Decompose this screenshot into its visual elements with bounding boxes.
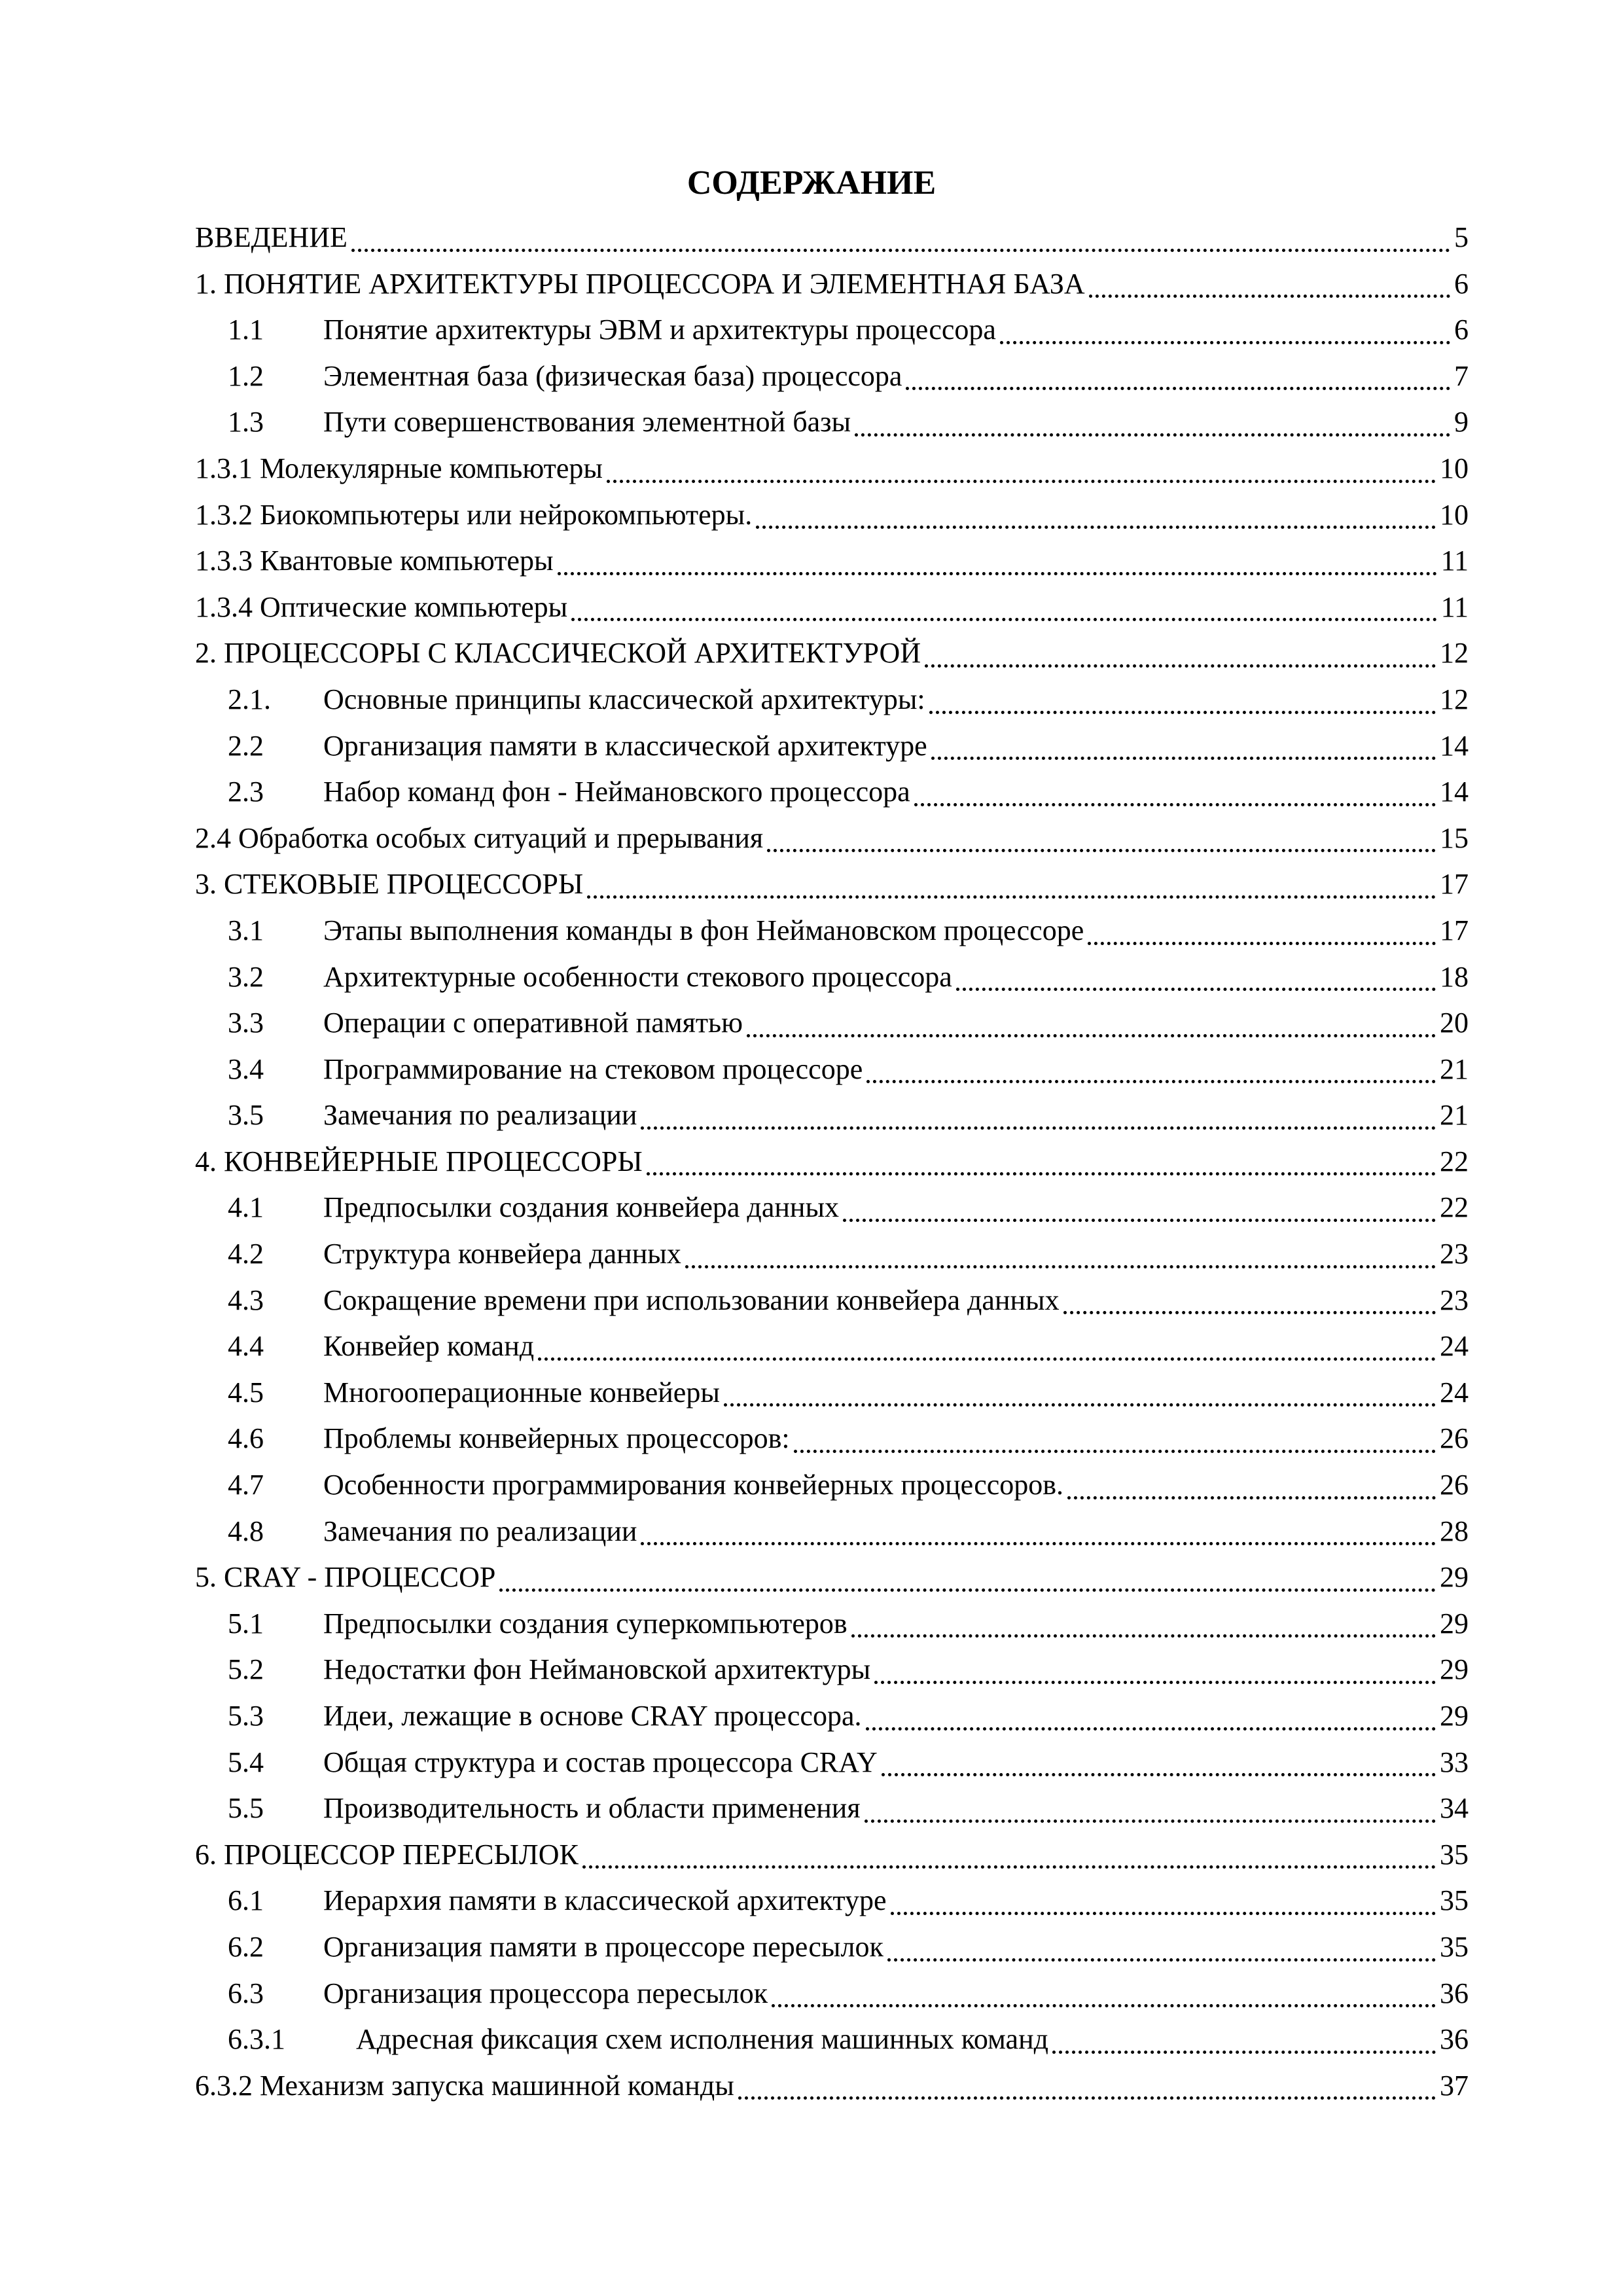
toc-page-number: 15 xyxy=(1440,821,1469,854)
dot-leader xyxy=(641,1499,1436,1546)
dot-leader xyxy=(1052,2007,1436,2054)
toc-entry-title: 4. КОНВЕЙЕРНЫЕ ПРОЦЕССОРЫ xyxy=(195,1145,643,1177)
toc-page-number: 9 xyxy=(1454,406,1469,439)
toc-entry-title: Предпосылки создания конвейера данных xyxy=(323,1191,840,1224)
dot-leader xyxy=(865,1776,1436,1823)
toc-entry-title: Программирование на стековом процессоре xyxy=(323,1052,863,1085)
table-of-contents xyxy=(195,215,1469,2109)
toc-entry-title: Понятие архитектуры ЭВМ и архитектуры процессора xyxy=(323,314,996,346)
toc-entry-title: Проблемы конвейерных процессоров: xyxy=(323,1422,790,1455)
dot-leader xyxy=(906,344,1450,391)
dot-leader xyxy=(887,1915,1436,1962)
toc-entry-title: Основные принципы классической архитектуры: xyxy=(323,683,925,715)
dot-leader xyxy=(499,1545,1436,1592)
toc-page-number: 7 xyxy=(1454,359,1469,392)
toc-entry-title: 1.3.1 Молекулярные компьютеры xyxy=(195,452,603,484)
toc-page-number: 35 xyxy=(1440,1838,1469,1871)
toc-entry-title: Особенности программирования конвейерных процессоров. xyxy=(323,1469,1064,1501)
toc-entry-number: 2.2 xyxy=(228,729,264,762)
dot-leader xyxy=(914,760,1436,806)
toc-entry-title: 3. СТЕКОВЫЕ ПРОЦЕССОРЫ xyxy=(195,868,584,901)
toc-entry-number: 4.2 xyxy=(228,1238,264,1270)
toc-page-number: 29 xyxy=(1440,1561,1469,1594)
toc-page-number: 11 xyxy=(1440,590,1469,623)
toc-entry-title: Организация памяти в классической архитектуре xyxy=(323,729,927,762)
toc-page-number: 36 xyxy=(1440,1977,1469,2009)
dot-leader xyxy=(756,483,1436,529)
toc-entry-title: 1.3.2 Биокомпьютеры или нейрокомпьютеры. xyxy=(195,498,753,531)
toc-entry-number: 4.5 xyxy=(228,1376,264,1408)
toc-entry-title: Многооперационные конвейеры xyxy=(323,1376,720,1408)
dot-leader xyxy=(582,1823,1436,1869)
dot-leader xyxy=(882,1731,1436,1777)
toc-entry-title: Замечания по реализации xyxy=(323,1515,637,1547)
toc-entry-title: 6. ПРОЦЕССОР ПЕРЕСЫЛОК xyxy=(195,1838,579,1871)
toc-page-number: 35 xyxy=(1440,1930,1469,1963)
dot-leader xyxy=(587,852,1436,899)
dot-leader xyxy=(1000,298,1450,344)
dot-leader xyxy=(956,945,1436,992)
toc-page-number: 21 xyxy=(1440,1099,1469,1132)
toc-page-number: 14 xyxy=(1440,776,1469,808)
toc-page-number: 23 xyxy=(1440,1238,1469,1270)
toc-entry[interactable] xyxy=(195,2063,1469,2109)
toc-page-number: 6 xyxy=(1454,267,1469,300)
toc-page-number: 24 xyxy=(1440,1330,1469,1363)
toc-entry-title: Организация памяти в процессоре пересылок xyxy=(323,1930,883,1963)
toc-page-number: 17 xyxy=(1440,914,1469,946)
toc-page-number: 22 xyxy=(1440,1191,1469,1224)
toc-page-number: 10 xyxy=(1440,498,1469,531)
toc-entry-number: 3.4 xyxy=(228,1052,264,1085)
toc-page-number: 29 xyxy=(1440,1700,1469,1732)
toc-page-number: 6 xyxy=(1454,314,1469,346)
toc-page-number: 18 xyxy=(1440,960,1469,993)
dot-leader xyxy=(772,1962,1436,2008)
dot-leader xyxy=(724,1361,1436,1407)
toc-entry-title: Элементная база (физическая база) процессора xyxy=(323,359,902,392)
dot-leader xyxy=(891,1869,1436,1915)
toc-entry-number: 3.3 xyxy=(228,1007,264,1039)
toc-entry-number: 3.1 xyxy=(228,914,264,946)
toc-entry-number: 5.2 xyxy=(228,1653,264,1686)
dot-leader xyxy=(866,1684,1436,1731)
toc-entry-number: 4.8 xyxy=(228,1515,264,1547)
toc-page-number: 37 xyxy=(1440,2069,1469,2102)
dot-leader xyxy=(767,806,1436,853)
toc-entry-title: Замечания по реализации xyxy=(323,1099,637,1132)
dot-leader xyxy=(558,529,1437,575)
toc-page-number: 14 xyxy=(1440,729,1469,762)
toc-entry-title: Адресная фиксация схем исполнения машинных команд xyxy=(356,2023,1048,2056)
toc-entry-title: 1.3.4 Оптические компьютеры xyxy=(195,590,568,623)
toc-entry-number: 5.5 xyxy=(228,1792,264,1825)
toc-page-number: 23 xyxy=(1440,1283,1469,1316)
toc-entry-title: 2. ПРОЦЕССОРЫ С КЛАССИЧЕСКОЙ АРХИТЕКТУРОЙ xyxy=(195,637,921,670)
toc-page-number: 20 xyxy=(1440,1007,1469,1039)
toc-entry-number: 6.1 xyxy=(228,1884,264,1917)
toc-entry-title: Этапы выполнения команды в фон Неймановском процессоре xyxy=(323,914,1084,946)
toc-entry-title: 1.3.3 Квантовые компьютеры xyxy=(195,545,554,577)
toc-page-number: 36 xyxy=(1440,2023,1469,2056)
dot-leader xyxy=(874,1638,1436,1684)
toc-entry-number: 1.1 xyxy=(228,314,264,346)
toc-entry-number: 4.7 xyxy=(228,1469,264,1501)
dot-leader xyxy=(851,1592,1436,1638)
toc-entry-number: 2.1. xyxy=(228,683,271,715)
toc-page-number: 29 xyxy=(1440,1607,1469,1640)
toc-entry-title: Архитектурные особенности стекового процессора xyxy=(323,960,952,993)
toc-page-number: 22 xyxy=(1440,1145,1469,1177)
dot-leader xyxy=(929,668,1436,714)
toc-entry-number: 6.2 xyxy=(228,1930,264,1963)
toc-entry-number: 1.3 xyxy=(228,406,264,439)
toc-page-number: 5 xyxy=(1454,221,1469,253)
dot-leader xyxy=(538,1314,1436,1361)
dot-leader xyxy=(855,390,1450,437)
toc-entry-number: 5.4 xyxy=(228,1746,264,1778)
dot-leader xyxy=(647,1130,1436,1176)
toc-entry-title: 6.3.2 Механизм запуска машинной команды xyxy=(195,2069,734,2102)
toc-page-number: 17 xyxy=(1440,868,1469,901)
dot-leader xyxy=(1067,1453,1436,1499)
toc-page-number: 12 xyxy=(1440,683,1469,715)
toc-entry-number: 3.5 xyxy=(228,1099,264,1132)
toc-entry-number: 3.2 xyxy=(228,960,264,993)
toc-entry-number: 6.3 xyxy=(228,1977,264,2009)
toc-entry-title: 1. ПОНЯТИЕ АРХИТЕКТУРЫ ПРОЦЕССОРА И ЭЛЕМЕНТНАЯ БАЗА xyxy=(195,267,1085,300)
dot-leader xyxy=(351,206,1450,252)
toc-page-number: 10 xyxy=(1440,452,1469,484)
toc-entry-number: 4.3 xyxy=(228,1283,264,1316)
toc-page-number: 11 xyxy=(1440,545,1469,577)
toc-entry-number: 5.3 xyxy=(228,1700,264,1732)
dot-leader xyxy=(685,1222,1436,1268)
dot-leader xyxy=(747,991,1436,1037)
toc-entry-title: ВВЕДЕНИЕ xyxy=(195,221,348,253)
dot-leader xyxy=(925,621,1436,668)
toc-entry-title: Сокращение времени при использовании конвейера данных xyxy=(323,1283,1060,1316)
dot-leader xyxy=(607,437,1436,483)
dot-leader xyxy=(641,1083,1436,1130)
toc-entry-title: Пути совершенствования элементной базы xyxy=(323,406,851,439)
dot-leader xyxy=(843,1175,1436,1222)
toc-entry-title: Недостатки фон Неймановской архитектуры xyxy=(323,1653,871,1686)
dot-leader xyxy=(1088,899,1436,945)
toc-entry-title: 5. CRAY - ПРОЦЕССОР xyxy=(195,1561,496,1594)
toc-entry-title: Предпосылки создания суперкомпьютеров xyxy=(323,1607,847,1640)
toc-entry-title: Иерархия памяти в классической архитектуре xyxy=(323,1884,887,1917)
dot-leader xyxy=(738,2054,1436,2100)
toc-page-number: 26 xyxy=(1440,1469,1469,1501)
page-title: СОДЕРЖАНИЕ xyxy=(687,164,936,202)
toc-entry-title: Набор команд фон - Неймановского процессора xyxy=(323,776,910,808)
toc-page-number: 26 xyxy=(1440,1422,1469,1455)
toc-page-number: 12 xyxy=(1440,637,1469,670)
toc-entry-number: 5.1 xyxy=(228,1607,264,1640)
toc-page-number: 29 xyxy=(1440,1653,1469,1686)
toc-entry-number: 1.2 xyxy=(228,359,264,392)
toc-entry-title: Производительность и области применения xyxy=(323,1792,861,1825)
toc-page-number: 24 xyxy=(1440,1376,1469,1408)
toc-entry-number: 6.3.1 xyxy=(228,2023,285,2056)
toc-entry-title: Организация процессора пересылок xyxy=(323,1977,768,2009)
toc-page-number: 34 xyxy=(1440,1792,1469,1825)
toc-entry-title: Идеи, лежащие в основе CRAY процессора. xyxy=(323,1700,862,1732)
toc-entry-title: Общая структура и состав процессора CRAY xyxy=(323,1746,878,1778)
dot-leader xyxy=(1063,1268,1436,1315)
dot-leader xyxy=(931,714,1436,761)
toc-page-number: 21 xyxy=(1440,1052,1469,1085)
dot-leader xyxy=(1089,252,1450,298)
toc-page-number: 28 xyxy=(1440,1515,1469,1547)
toc-page-number: 35 xyxy=(1440,1884,1469,1917)
toc-entry-title: Операции с оперативной памятью xyxy=(323,1007,743,1039)
toc-entry-title: 2.4 Обработка особых ситуаций и прерывания xyxy=(195,821,764,854)
dot-leader xyxy=(571,575,1437,622)
toc-page-number: 33 xyxy=(1440,1746,1469,1778)
toc-entry-title: Структура конвейера данных xyxy=(323,1238,681,1270)
toc-entry-number: 4.4 xyxy=(228,1330,264,1363)
dot-leader xyxy=(794,1407,1436,1453)
dot-leader xyxy=(866,1037,1436,1084)
toc-entry-number: 4.1 xyxy=(228,1191,264,1224)
toc-entry-number: 2.3 xyxy=(228,776,264,808)
toc-entry-number: 4.6 xyxy=(228,1422,264,1455)
toc-entry-title: Конвейер команд xyxy=(323,1330,535,1363)
